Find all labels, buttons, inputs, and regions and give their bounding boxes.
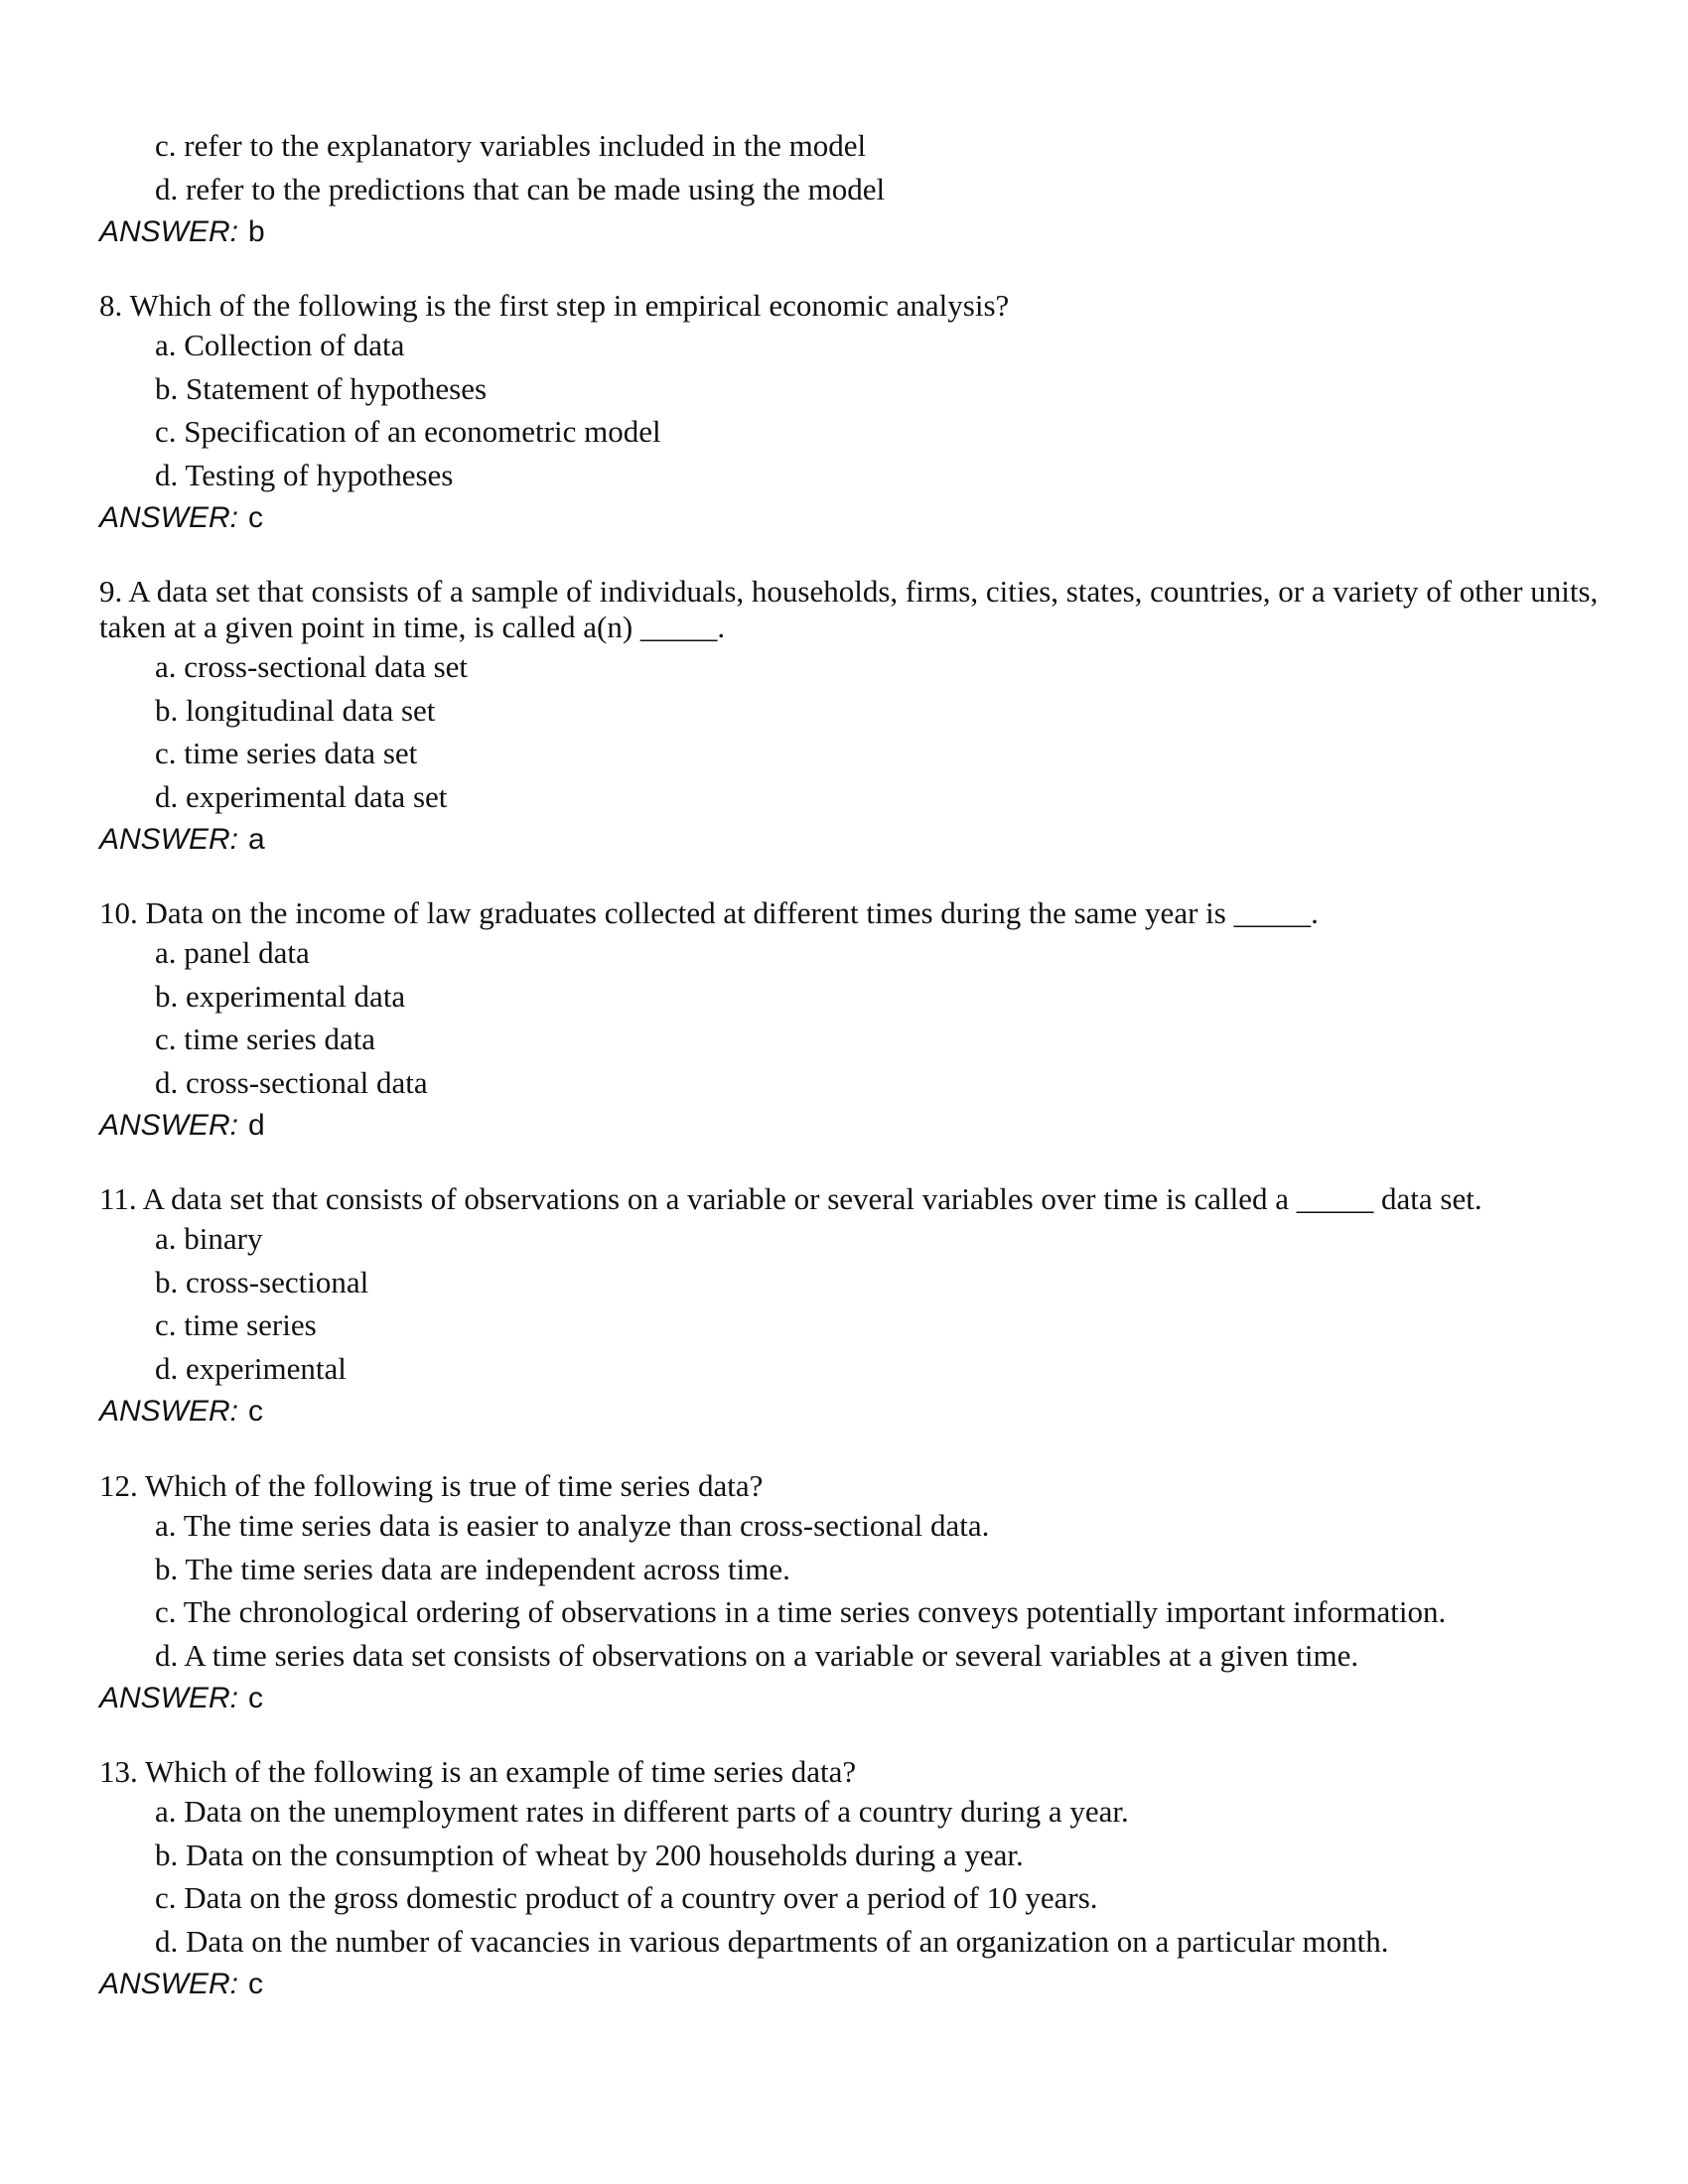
answer-label: ANSWER: <box>99 1968 239 2000</box>
answer-label: ANSWER: <box>99 1682 239 1714</box>
option-b: b. experimental data <box>155 978 406 1014</box>
question-8 <box>99 288 1599 540</box>
answer-line <box>99 496 1599 540</box>
option-b: b. cross-sectional <box>155 1264 369 1299</box>
option-b: b. Data on the consumption of wheat by 200 households during a year. <box>155 1837 1024 1872</box>
option-c: c. time series data <box>155 1022 376 1056</box>
question-stem: 12. Which of the following is true of time series data? <box>99 1468 764 1503</box>
question-stem: 9. A data set that consists of a sample of individuals, households, firms, cities, states, countries, or a variety of other units, taken at a given point in time, is called a(n) _____. <box>99 574 1599 644</box>
option-b: b. Statement of hypotheses <box>155 370 488 406</box>
option-d: d. experimental data set <box>155 778 448 814</box>
option-a: a. The time series data is easier to analyze than cross-sectional data. <box>155 1508 990 1543</box>
question-10 <box>99 895 1599 1148</box>
answer-line <box>99 1963 1599 2006</box>
answer-line <box>99 1677 1599 1720</box>
option-b: b. The time series data are independent across time. <box>155 1551 790 1586</box>
answer-label: ANSWER: <box>99 1109 239 1142</box>
answer-label: ANSWER: <box>99 501 239 534</box>
answer-value: c <box>248 1395 264 1428</box>
answer-label: ANSWER: <box>99 1395 239 1428</box>
option-a: a. Data on the unemployment rates in different parts of a country during a year. <box>155 1794 1129 1829</box>
answer-value: c <box>248 1682 264 1714</box>
answer-line <box>99 1390 1599 1433</box>
question-9 <box>99 574 1599 862</box>
option-c: c. Data on the gross domestic product of a country over a period of 10 years. <box>155 1880 1098 1915</box>
option-b: b. longitudinal data set <box>155 692 436 728</box>
option-d: d. cross-sectional data <box>155 1064 428 1100</box>
option-d: d. A time series data set consists of observations on a variable or several variables at a given time. <box>155 1637 1359 1673</box>
option-c: c. The chronological ordering of observations in a time series conveys potentially important information. <box>155 1594 1447 1629</box>
question-stem: 13. Which of the following is an example of time series data? <box>99 1754 857 1789</box>
answer-value: a <box>248 823 265 856</box>
option-d: d. refer to the predictions that can be made using the model <box>155 171 886 206</box>
option-d: d. experimental <box>155 1350 347 1386</box>
question-7-continued <box>99 124 1599 254</box>
option-a: a. panel data <box>155 935 310 970</box>
answer-line <box>99 818 1599 862</box>
answer-value: d <box>248 1109 265 1142</box>
option-c: c. time series <box>155 1307 317 1342</box>
option-c: c. time series data set <box>155 736 418 770</box>
answer-value: b <box>248 215 265 248</box>
option-c: c. Specification of an econometric model <box>155 414 661 449</box>
answer-label: ANSWER: <box>99 215 239 248</box>
question-11 <box>99 1181 1599 1433</box>
answer-value: c <box>248 501 264 534</box>
answer-line <box>99 1104 1599 1148</box>
answer-line <box>99 210 1599 254</box>
answer-value: c <box>248 1968 264 2000</box>
answer-label: ANSWER: <box>99 823 239 856</box>
option-d: d. Data on the number of vacancies in various departments of an organization on a particular month. <box>155 1923 1389 1959</box>
question-stem: 10. Data on the income of law graduates collected at different times during the same year is _____. <box>99 895 1319 930</box>
question-stem: 11. A data set that consists of observations on a variable or several variables over time is called a _____ data set. <box>99 1181 1482 1216</box>
question-13 <box>99 1754 1599 2006</box>
option-d: d. Testing of hypotheses <box>155 457 454 492</box>
option-a: a. binary <box>155 1221 263 1256</box>
option-c: c. refer to the explanatory variables included in the model <box>155 128 867 163</box>
question-12 <box>99 1468 1599 1720</box>
option-a: a. cross-sectional data set <box>155 649 469 684</box>
option-a: a. Collection of data <box>155 328 405 362</box>
question-stem: 8. Which of the following is the first step in empirical economic analysis? <box>99 288 1010 323</box>
